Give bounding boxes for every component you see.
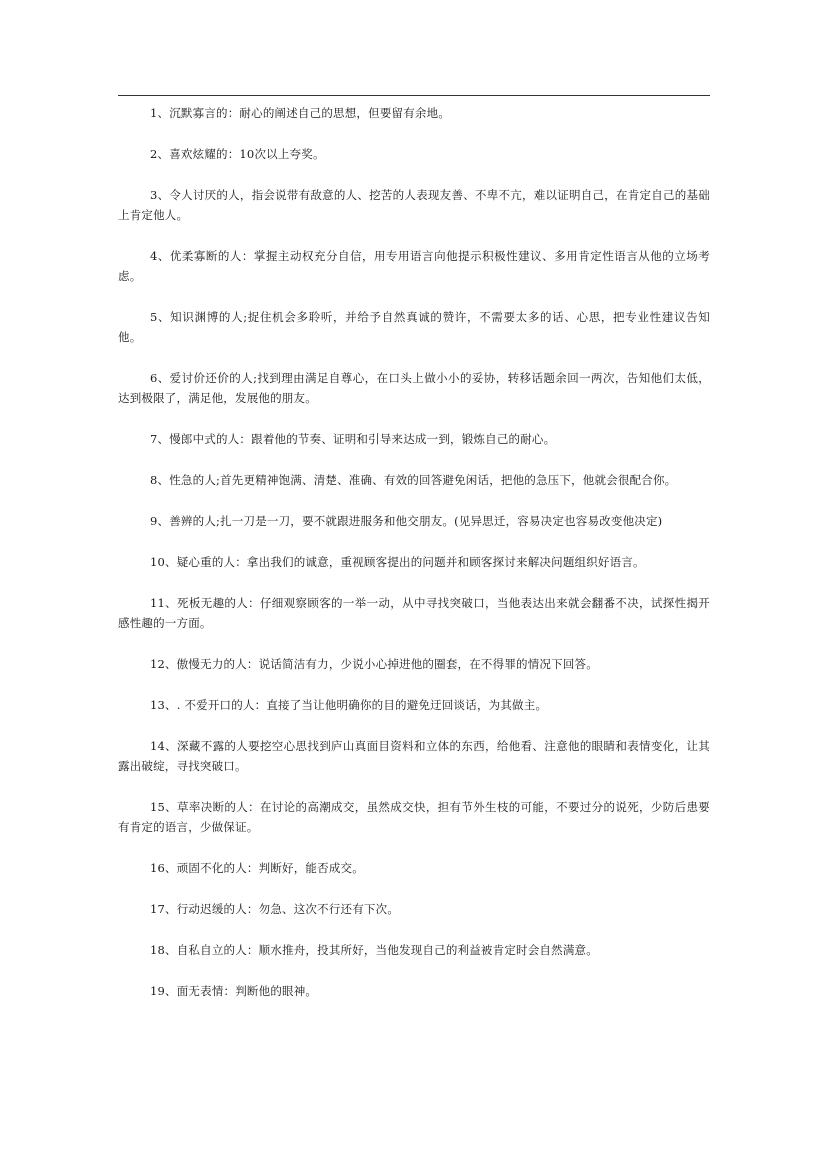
paragraph-6: 6、爱讨价还价的人;找到理由满足自尊心，在口头上做小小的妥协，转移话题余回一两次，告知他们太低，达到极限了，满足他，发展他的朋友。 — [118, 371, 710, 405]
paragraph-13: 13、. 不爱开口的人：直接了当让他明确你的目的避免迂回谈话，为其做主。 — [150, 698, 548, 712]
paragraph-4: 4、优柔寡断的人：掌握主动权充分自信，用专用语言向他提示积极性建议、多用肯定性语言从他的立场考虑。 — [118, 249, 710, 283]
paragraph-15: 15、草率决断的人：在讨论的高潮成交，虽然成交快，担有节外生枝的可能，不要过分的说死，少防后患要有肯定的语言，少做保证。 — [118, 800, 710, 834]
paragraph-7: 7、慢郎中式的人：跟着他的节奏、证明和引导来达成一到，锻炼自己的耐心。 — [150, 432, 556, 446]
paragraph-12: 12、傲慢无力的人：说话简洁有力，少说小心掉进他的圈套，在不得罪的情况下回答。 — [150, 657, 598, 671]
paragraph-2: 2、喜欢炫耀的：10次以上夸奖。 — [150, 147, 325, 161]
header-rule — [118, 95, 710, 96]
paragraph-11: 11、死板无趣的人：仔细观察顾客的一举一动，从中寻找突破口，当他表达出来就会翻番不决，试探性揭开感性趣的一方面。 — [118, 596, 710, 630]
paragraph-16: 16、顽固不化的人：判断好，能否成交。 — [150, 861, 364, 875]
paragraph-9: 9、善辨的人;扎一刀是一刀，要不就跟进服务和他交朋友。(见异思迁，容易决定也容易改变他决定) — [150, 514, 663, 528]
paragraph-3: 3、令人讨厌的人，指会说带有敌意的人、挖苦的人表现友善、不卑不亢，难以证明自己，在肯定自己的基础上肯定他人。 — [118, 188, 710, 222]
paragraph-18: 18、自私自立的人：顺水推舟，投其所好，当他发现自己的利益被肯定时会自然满意。 — [150, 943, 598, 957]
paragraph-8: 8、性急的人;首先更精神饱满、清楚、准确、有效的回答避免闲话，把他的急压下，他就会很配合你。 — [150, 473, 677, 487]
paragraph-5: 5、知识渊博的人;捉住机会多聆听，并给予自然真诚的赞许，不需要太多的话、心思，把专业性建议告知他。 — [118, 310, 710, 344]
paragraph-14: 14、深藏不露的人要挖空心思找到庐山真面目资料和立体的东西，给他看、注意他的眼睛和表情变化，让其露出破绽，寻找突破口。 — [118, 739, 710, 773]
paragraph-10: 10、疑心重的人：拿出我们的诚意，重视顾客提出的问题并和顾客探讨来解决问题组织好语言。 — [150, 555, 645, 569]
paragraph-1: 1、沉默寡言的：耐心的阐述自己的思想，但要留有余地。 — [150, 106, 451, 120]
paragraph-19: 19、面无表情：判断他的眼神。 — [150, 984, 318, 998]
document-body — [118, 103, 710, 1001]
paragraph-17: 17、行动迟缓的人：勿急、这次不行还有下次。 — [150, 902, 400, 916]
